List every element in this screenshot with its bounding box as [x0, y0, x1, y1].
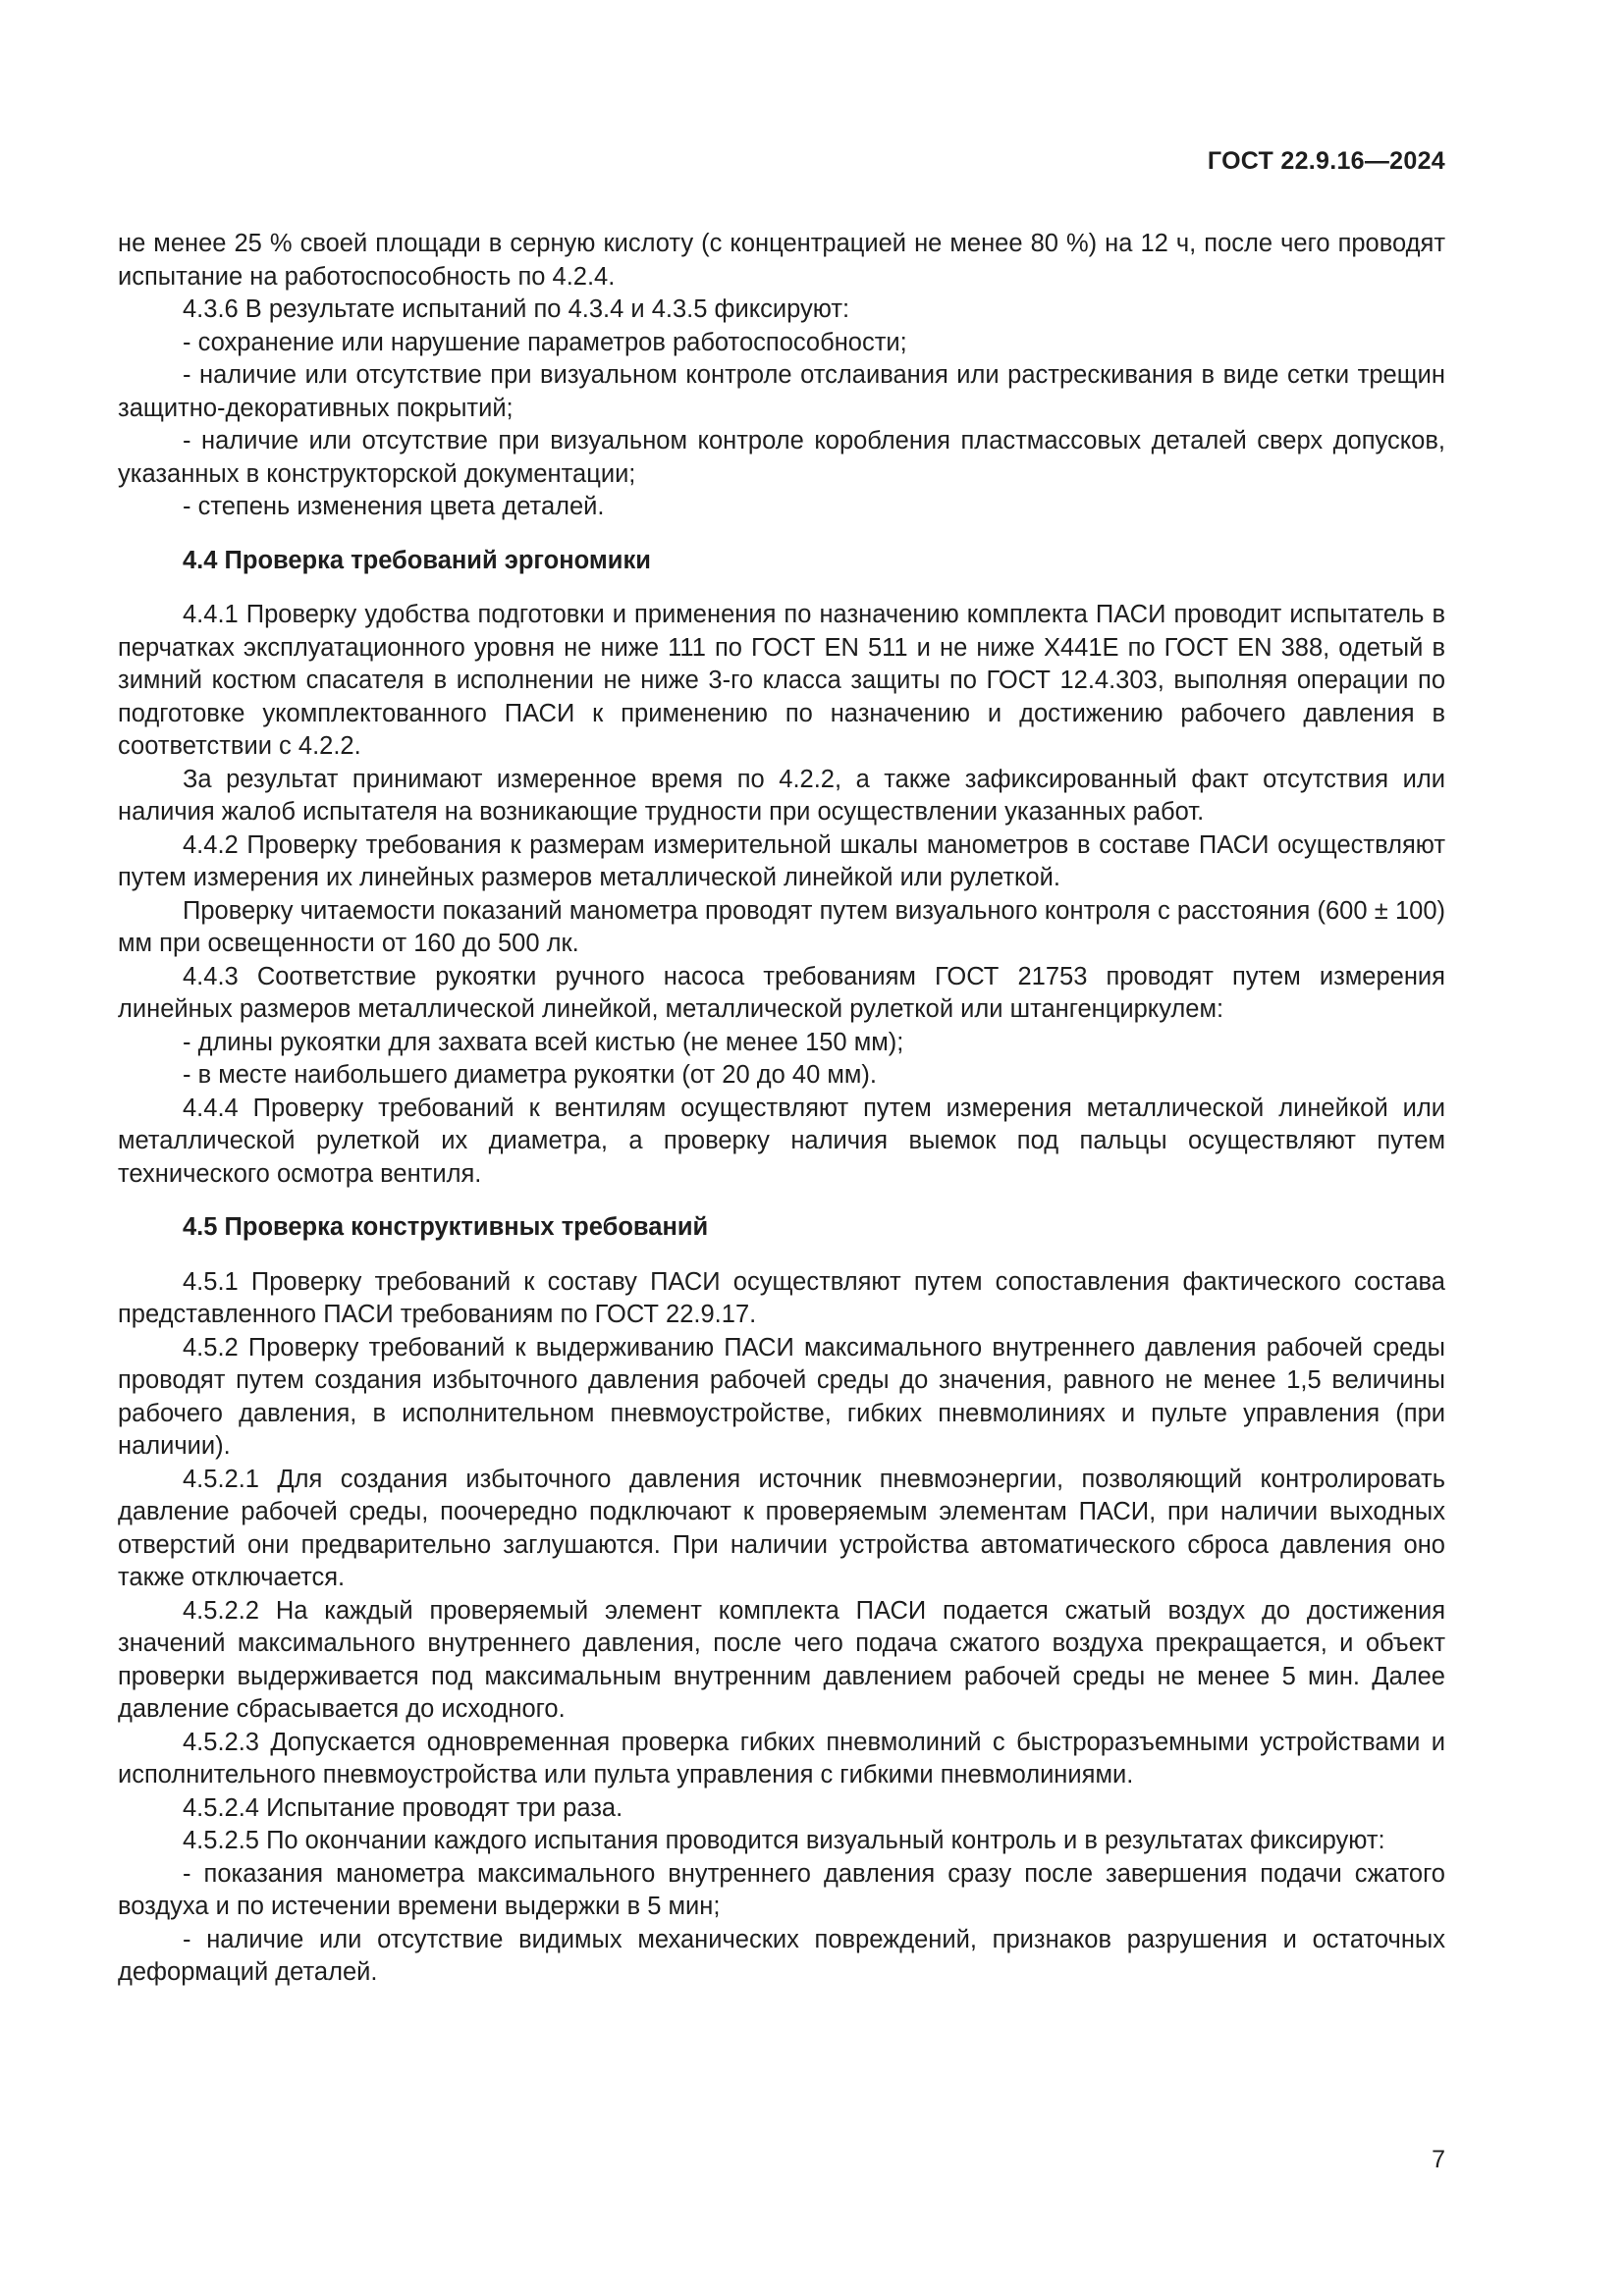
- list-item: - показания манометра максимального внутреннего давления сразу после завершения подачи сжатого воздуха и по истечении времени выдержки в 5 мин;: [118, 1859, 1445, 1920]
- paragraph: 4.5.2.2 На каждый проверяемый элемент комплекта ПАСИ подается сжатый воздух до достижения значений максимального внутреннего давления, после чего подача сжатого воздуха прекращается, и объект проверки выдерживается под максимальным внутренним давлением рабочей среды не менее 5 мин. Далее давление сбрасывается до исходного.: [118, 1596, 1445, 1723]
- list-item: - наличие или отсутствие при визуальном контроле отслаивания или растрескивания в виде сетки трещин защитно-декоративных покрытий;: [118, 361, 1445, 422]
- list-item: - в месте наибольшего диаметра рукоятки (от 20 до 40 мм).: [183, 1061, 877, 1089]
- page-number: 7: [1432, 2146, 1445, 2173]
- list-item: - наличие или отсутствие видимых механических повреждений, признаков разрушения и остаточных деформаций деталей.: [118, 1925, 1445, 1986]
- paragraph: 4.3.6 В результате испытаний по 4.3.4 и 4.3.5 фиксируют:: [183, 295, 850, 323]
- paragraph: 4.5.2 Проверку требований к выдерживанию ПАСИ максимального внутреннего давления рабочей среды проводят путем создания избыточного давления рабочей среды до значения, равного не менее 1,5 величины рабочего давления, в исполнительном пневмоустройстве, гибких пневмолиниях и пульте управления (при наличии).: [118, 1333, 1445, 1460]
- section-heading: 4.4 Проверка требований эргономики: [183, 546, 651, 574]
- paragraph: 4.4.4 Проверку требований к вентилям осуществляют путем измерения металлической линейкой или металлической рулеткой их диаметра, а проверку наличия выемок под пальцы осуществляют путем технического осмотра вентиля.: [118, 1094, 1445, 1188]
- paragraph: 4.4.2 Проверку требования к размерам измерительной шкалы манометров в составе ПАСИ осуществляют путем измерения их линейных размеров металлической линейкой или рулеткой.: [118, 830, 1445, 891]
- document-body: [118, 228, 1445, 1990]
- paragraph: 4.5.2.4 Испытание проводят три раза.: [183, 1793, 623, 1822]
- paragraph: За результат принимают измеренное время по 4.2.2, а также зафиксированный факт отсутствия или наличия жалоб испытателя на возникающие трудности при осуществлении указанных работ.: [118, 765, 1445, 826]
- paragraph: 4.5.1 Проверку требований к составу ПАСИ осуществляют путем сопоставления фактического состава представленного ПАСИ требованиям по ГОСТ 22.9.17.: [118, 1267, 1445, 1328]
- list-item: - длины рукоятки для захвата всей кистью (не менее 150 мм);: [183, 1028, 904, 1056]
- paragraph: 4.4.1 Проверку удобства подготовки и применения по назначению комплекта ПАСИ проводит испытатель в перчатках эксплуатационного уровня не ниже 111 по ГОСТ EN 511 и не ниже Х441Е по ГОСТ EN 388, одетый в зимний костюм спасателя в исполнении не ниже 3-го класса защиты по ГОСТ 12.4.303, выполняя операции по подготовке укомплектованного ПАСИ к применению по назначению и достижению рабочего давления в соответствии с 4.2.2.: [118, 601, 1445, 760]
- paragraph: 4.5.2.5 По окончании каждого испытания проводится визуальный контроль и в результатах фиксируют:: [183, 1827, 1385, 1854]
- paragraph: не менее 25 % своей площади в серную кислоту (с концентрацией не менее 80 %) на 12 ч, после чего проводят испытание на работоспособность по 4.2.4.: [118, 230, 1445, 291]
- document-header: ГОСТ 22.9.16—2024: [1207, 147, 1445, 175]
- section-heading: 4.5 Проверка конструктивных требований: [183, 1213, 709, 1241]
- list-item: - степень изменения цвета деталей.: [183, 493, 605, 520]
- list-item: - сохранение или нарушение параметров работоспособности;: [183, 328, 907, 356]
- paragraph: Проверку читаемости показаний манометра проводят путем визуального контроля с расстояния (600 ± 100) мм при освещенности от 160 до 500 лк.: [118, 896, 1445, 957]
- paragraph: 4.5.2.3 Допускается одновременная проверка гибких пневмолиний с быстроразъемными устройствами и исполнительного пневмоустройства или пульта управления с гибкими пневмолиниями.: [118, 1728, 1445, 1789]
- paragraph: 4.5.2.1 Для создания избыточного давления источник пневмоэнергии, позволяющий контролировать давление рабочей среды, поочередно подключают к проверяемым элементам ПАСИ, при наличии выходных отверстий они предварительно заглушаются. При наличии устройства автоматического сброса давления оно также отключается.: [118, 1465, 1445, 1591]
- paragraph: 4.4.3 Соответствие рукоятки ручного насоса требованиям ГОСТ 21753 проводят путем измерения линейных размеров металлической линейкой, металлической рулеткой или штангенциркулем:: [118, 962, 1445, 1023]
- list-item: - наличие или отсутствие при визуальном контроле коробления пластмассовых деталей сверх допусков, указанных в конструкторской документации;: [118, 427, 1445, 488]
